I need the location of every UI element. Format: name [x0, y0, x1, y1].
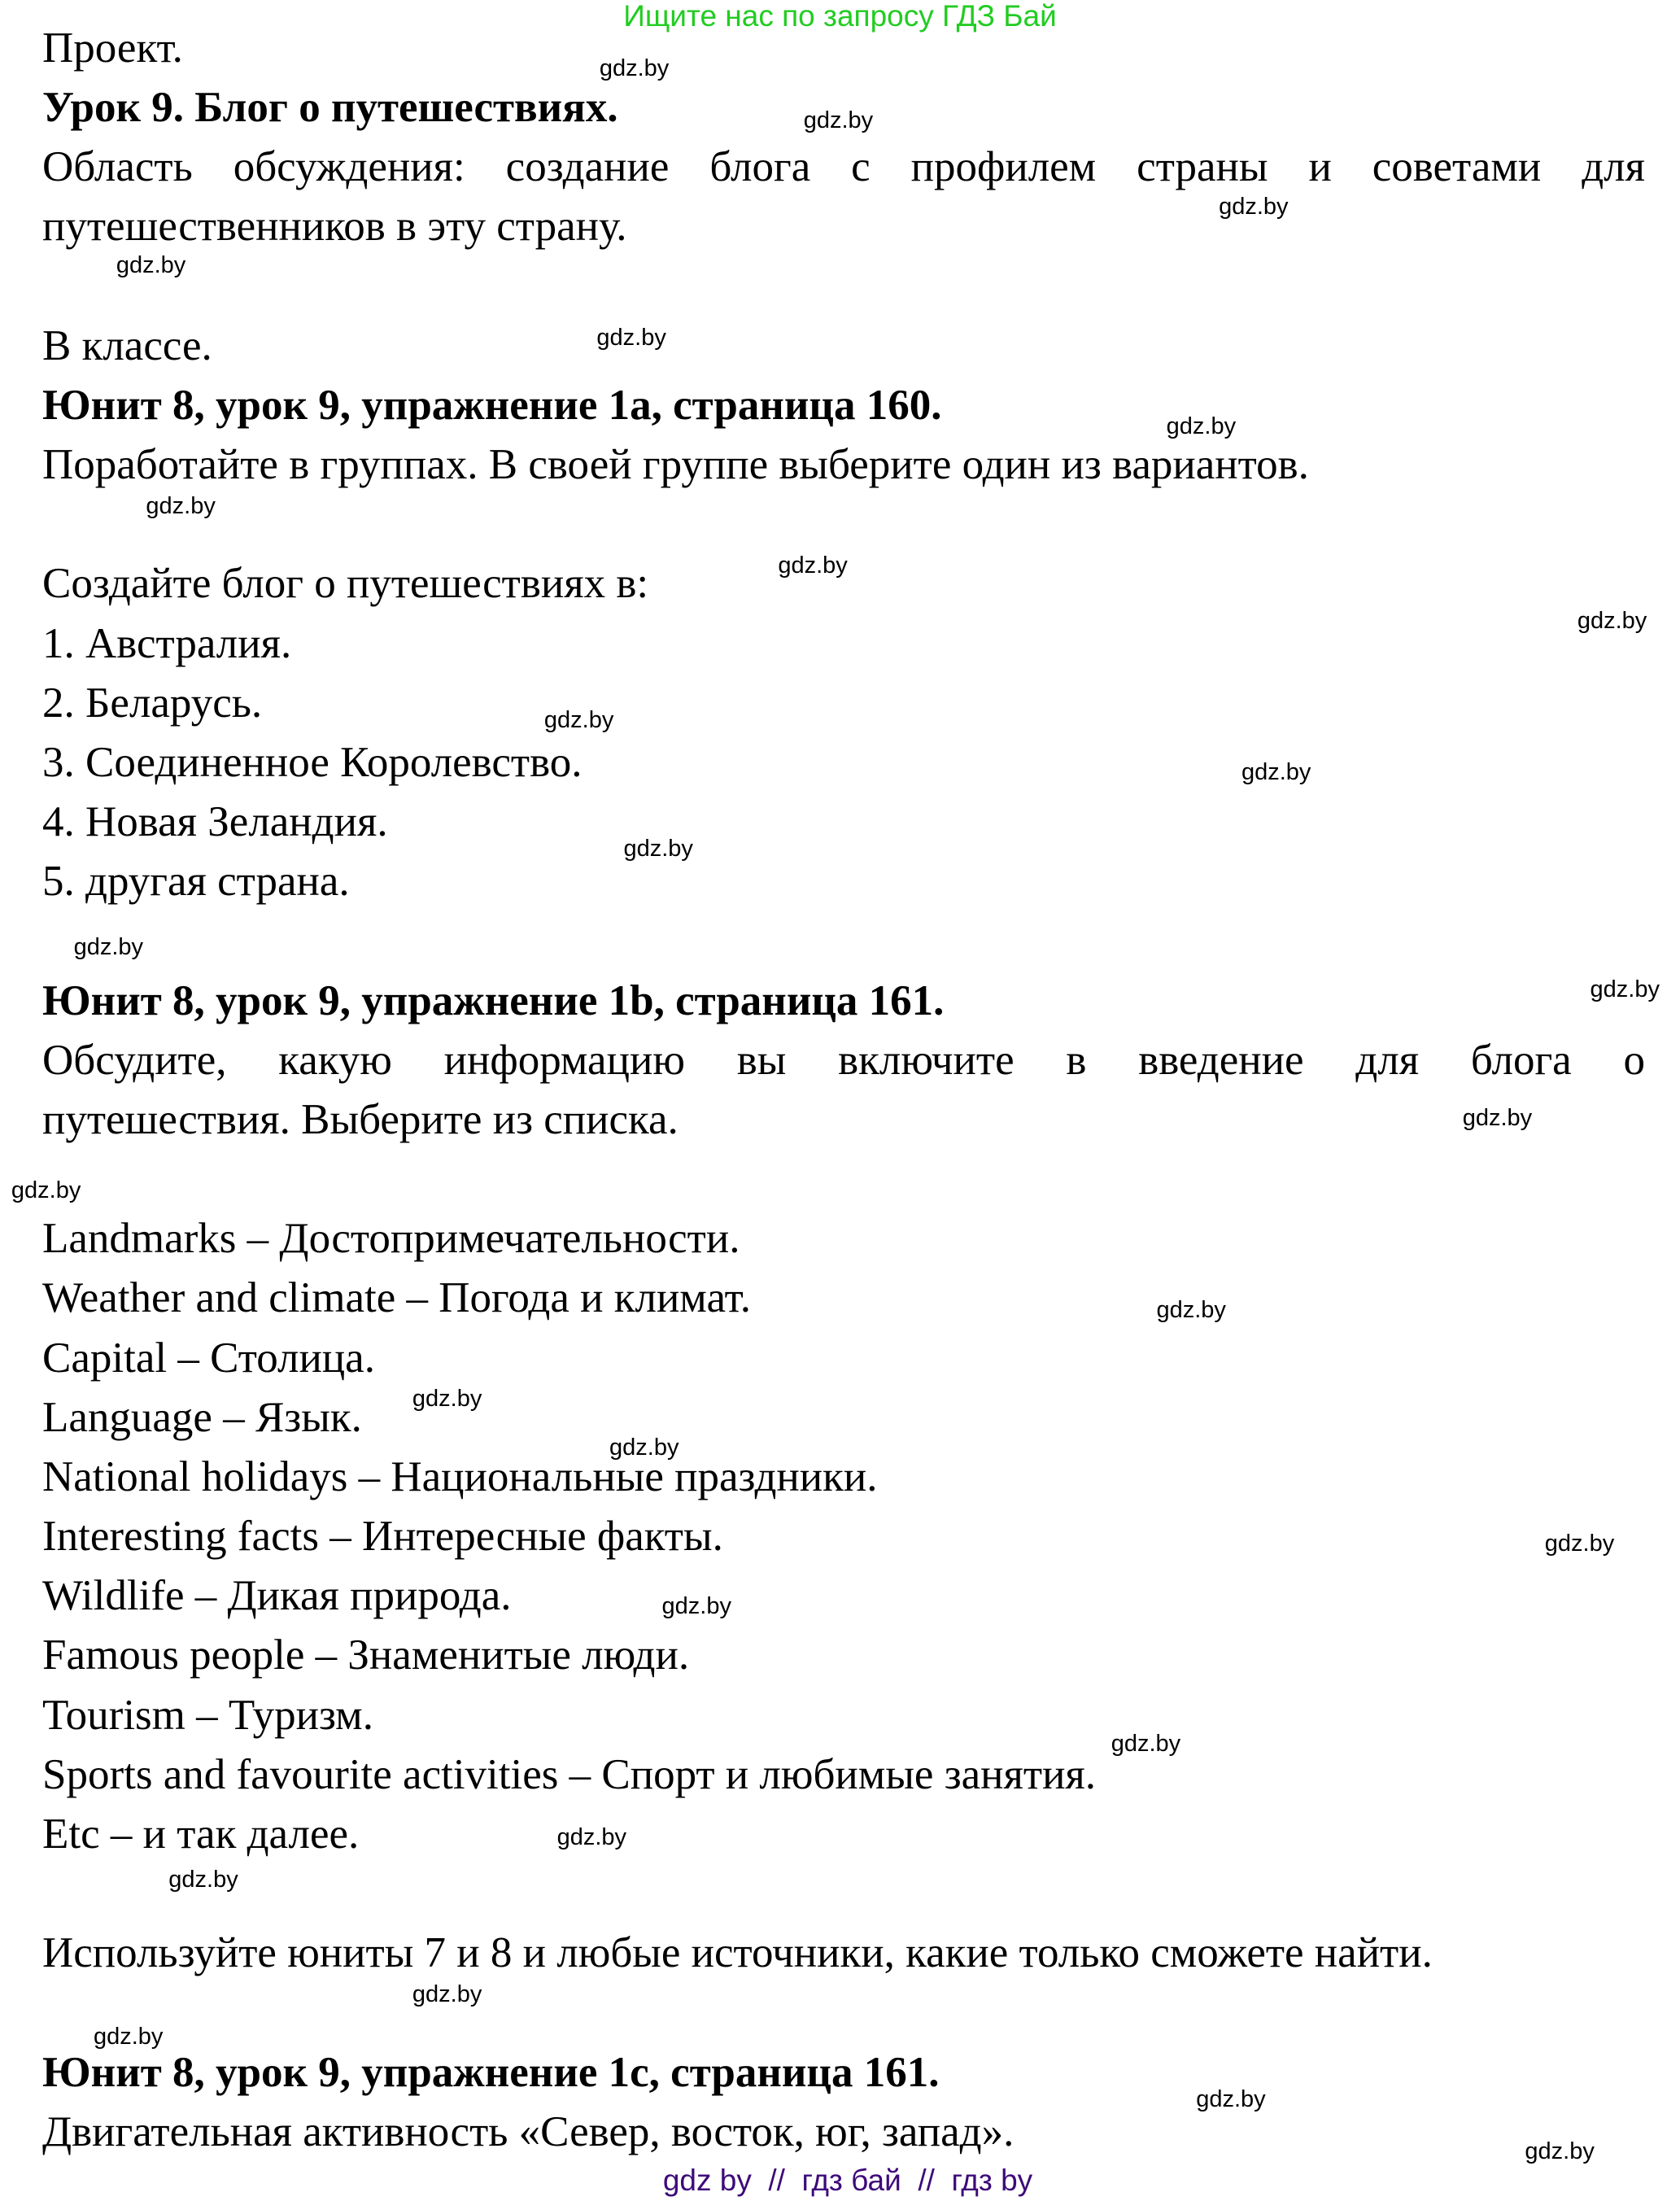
- watermark: gdz.by: [412, 1386, 482, 1413]
- watermark: gdz.by: [116, 251, 186, 278]
- watermark: gdz.by: [1241, 759, 1311, 786]
- text-line: Wildlife – Дикая природа.: [42, 1572, 512, 1620]
- watermark: gdz.by: [1462, 1105, 1533, 1132]
- watermark: gdz.by: [1525, 2138, 1595, 2165]
- section-heading: Юнит 8, урок 9, упражнение 1c, страница 161.: [42, 2048, 940, 2096]
- watermark: gdz.by: [168, 1866, 238, 1893]
- watermark: gdz.by: [623, 836, 693, 862]
- text-line: 2. Беларусь.: [42, 679, 263, 727]
- text-line: Capital – Столица.: [42, 1334, 375, 1382]
- text-line: Sports and favourite activities – Спорт и любимые занятия.: [42, 1750, 1097, 1798]
- watermark: gdz.by: [146, 492, 216, 519]
- text-line: Etc – и так далее.: [42, 1810, 360, 1858]
- text-line: Используйте юниты 7 и 8 и любые источники, какие только сможете найти.: [42, 1929, 1433, 1977]
- watermark: gdz.by: [73, 933, 144, 960]
- section-heading: Юнит 8, урок 9, упражнение 1b, страница 161.: [42, 976, 945, 1024]
- text-line: Двигательная активность «Север, восток, юг, запад».: [42, 2107, 1015, 2155]
- text-line: National holidays – Национальные праздники.: [42, 1452, 878, 1500]
- watermark: gdz.by: [556, 1823, 627, 1850]
- text-line: Создайте блог о путешествиях в:: [42, 560, 649, 608]
- text-line: Language – Язык.: [42, 1393, 362, 1441]
- watermark: gdz.by: [543, 706, 614, 733]
- text-line: Tourism – Туризм.: [42, 1691, 373, 1739]
- section-heading: Юнит 8, урок 9, упражнение 1a, страница 160.: [42, 381, 942, 429]
- text-line: Проект.: [42, 24, 183, 72]
- watermark: gdz.by: [596, 324, 666, 351]
- footer-watermark: gdz by // гдз бай // гдз by: [662, 2164, 1033, 2197]
- text-line: Landmarks – Достопримечательности.: [42, 1215, 740, 1263]
- text-line: 5. другая страна.: [42, 858, 350, 906]
- text-line: 4. Новая Зеландия.: [42, 798, 388, 846]
- watermark: gdz.by: [1577, 607, 1647, 634]
- text-line: Поработайте в группах. В своей группе выберите один из вариантов.: [42, 441, 1309, 489]
- section-heading: Урок 9. Блог о путешествиях.: [42, 84, 618, 132]
- watermark: gdz.by: [1219, 194, 1289, 221]
- text-line: 3. Соединенное Королевство.: [42, 738, 583, 786]
- watermark: gdz.by: [93, 2024, 164, 2050]
- search-banner: Ищите нас по запросу ГДЗ Бай: [623, 0, 1057, 33]
- text-line: Interesting facts – Интересные факты.: [42, 1513, 723, 1561]
- watermark: gdz.by: [599, 55, 670, 81]
- watermark: gdz.by: [609, 1434, 679, 1461]
- watermark: gdz.by: [1196, 2085, 1266, 2112]
- watermark: gdz.by: [412, 1980, 482, 2007]
- text-line: Famous people – Знаменитые люди.: [42, 1631, 690, 1679]
- watermark: gdz.by: [11, 1177, 81, 1204]
- watermark: gdz.by: [803, 107, 874, 134]
- text-line: 1. Австралия.: [42, 619, 292, 667]
- text-line: путешественников в эту страну.: [42, 203, 627, 251]
- text-line: Область обсуждения: создание блога с профилем страны и советами для: [42, 143, 1645, 191]
- watermark: gdz.by: [1111, 1730, 1181, 1757]
- watermark: gdz.by: [1156, 1296, 1226, 1323]
- text-line: путешествия. Выберите из списка.: [42, 1095, 679, 1143]
- text-line: В классе.: [42, 321, 212, 369]
- watermark: gdz.by: [1590, 976, 1660, 1002]
- text-line: Weather and climate – Погода и климат.: [42, 1274, 752, 1322]
- text-line: Обсудите, какую информацию вы включите в введение для блога о: [42, 1036, 1645, 1084]
- watermark: gdz.by: [661, 1592, 731, 1619]
- watermark: gdz.by: [1166, 413, 1237, 440]
- watermark: gdz.by: [1544, 1531, 1615, 1557]
- watermark: gdz.by: [778, 552, 848, 579]
